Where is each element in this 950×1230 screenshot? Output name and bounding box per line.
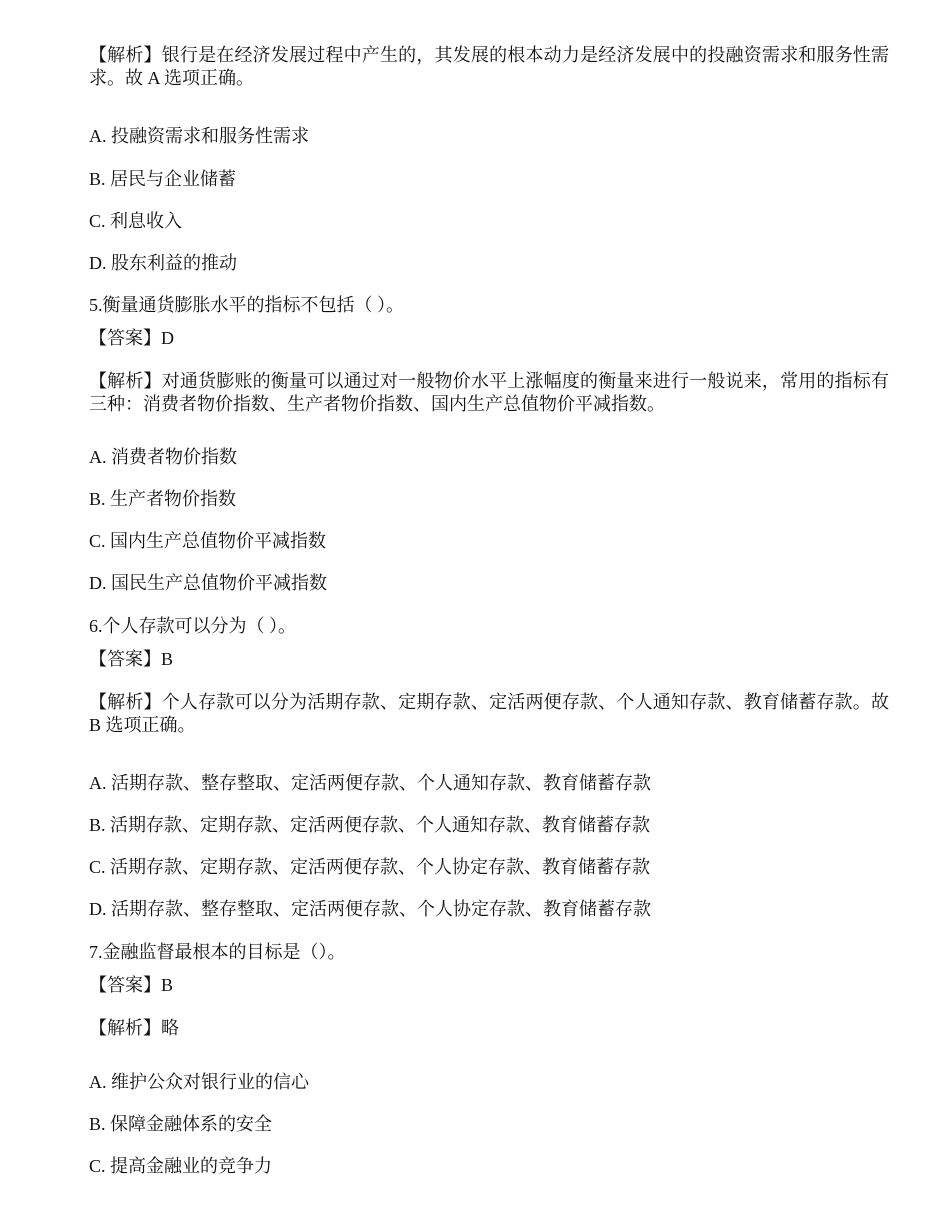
q6-option-c: C. 活期存款、定期存款、定活两便存款、个人协定存款、教育储蓄存款: [89, 857, 651, 877]
q5-option-a: A. 消费者物价指数: [89, 447, 237, 467]
q5-option-d: D. 国民生产总值物价平减指数: [89, 573, 327, 593]
q5-option-b: B. 生产者物价指数: [89, 489, 237, 509]
q6-analysis: 【解析】个人存款可以分为活期存款、定期存款、定活两便存款、个人通知存款、教育储蓄存款。故 B 选项正确。: [89, 692, 889, 735]
q7-answer: 【答案】B: [89, 975, 174, 995]
q6-option-d: D. 活期存款、整存整取、定活两便存款、个人协定存款、教育储蓄存款: [89, 899, 651, 919]
q7-question: 7.金融监督最根本的目标是（）。: [89, 942, 346, 962]
q6-answer: 【答案】B: [89, 649, 174, 669]
q5-option-c: C. 国内生产总值物价平减指数: [89, 531, 327, 551]
q4-option-b: B. 居民与企业储蓄: [89, 169, 237, 189]
q4-option-c: C. 利息收入: [89, 211, 183, 231]
q7-option-c: C. 提高金融业的竞争力: [89, 1156, 273, 1176]
q7-option-b: B. 保障金融体系的安全: [89, 1114, 273, 1134]
q6-option-b: B. 活期存款、定期存款、定活两便存款、个人通知存款、教育储蓄存款: [89, 815, 651, 835]
q6-option-a: A. 活期存款、整存整取、定活两便存款、个人通知存款、教育储蓄存款: [89, 773, 651, 793]
q5-analysis: 【解析】对通货膨账的衡量可以通过对一般物价水平上涨幅度的衡量来进行一般说来，常用的指标有三种：消费者物价指数、生产者物价指数、国内生产总值物价平减指数。: [89, 371, 889, 414]
q5-answer: 【答案】D: [89, 328, 174, 348]
q7-option-a: A. 维护公众对银行业的信心: [89, 1072, 309, 1092]
q7-analysis: 【解析】略: [89, 1018, 179, 1038]
q4-option-d: D. 股东利益的推动: [89, 253, 237, 273]
q5-question: 5.衡量通货膨胀水平的指标不包括（ ）。: [89, 295, 404, 315]
q4-option-a: A. 投融资需求和服务性需求: [89, 126, 309, 146]
q6-question: 6.个人存款可以分为（ ）。: [89, 616, 296, 636]
q4-analysis: 【解析】银行是在经济发展过程中产生的，其发展的根本动力是经济发展中的投融资需求和服务性需求。故 A 选项正确。: [89, 45, 889, 88]
